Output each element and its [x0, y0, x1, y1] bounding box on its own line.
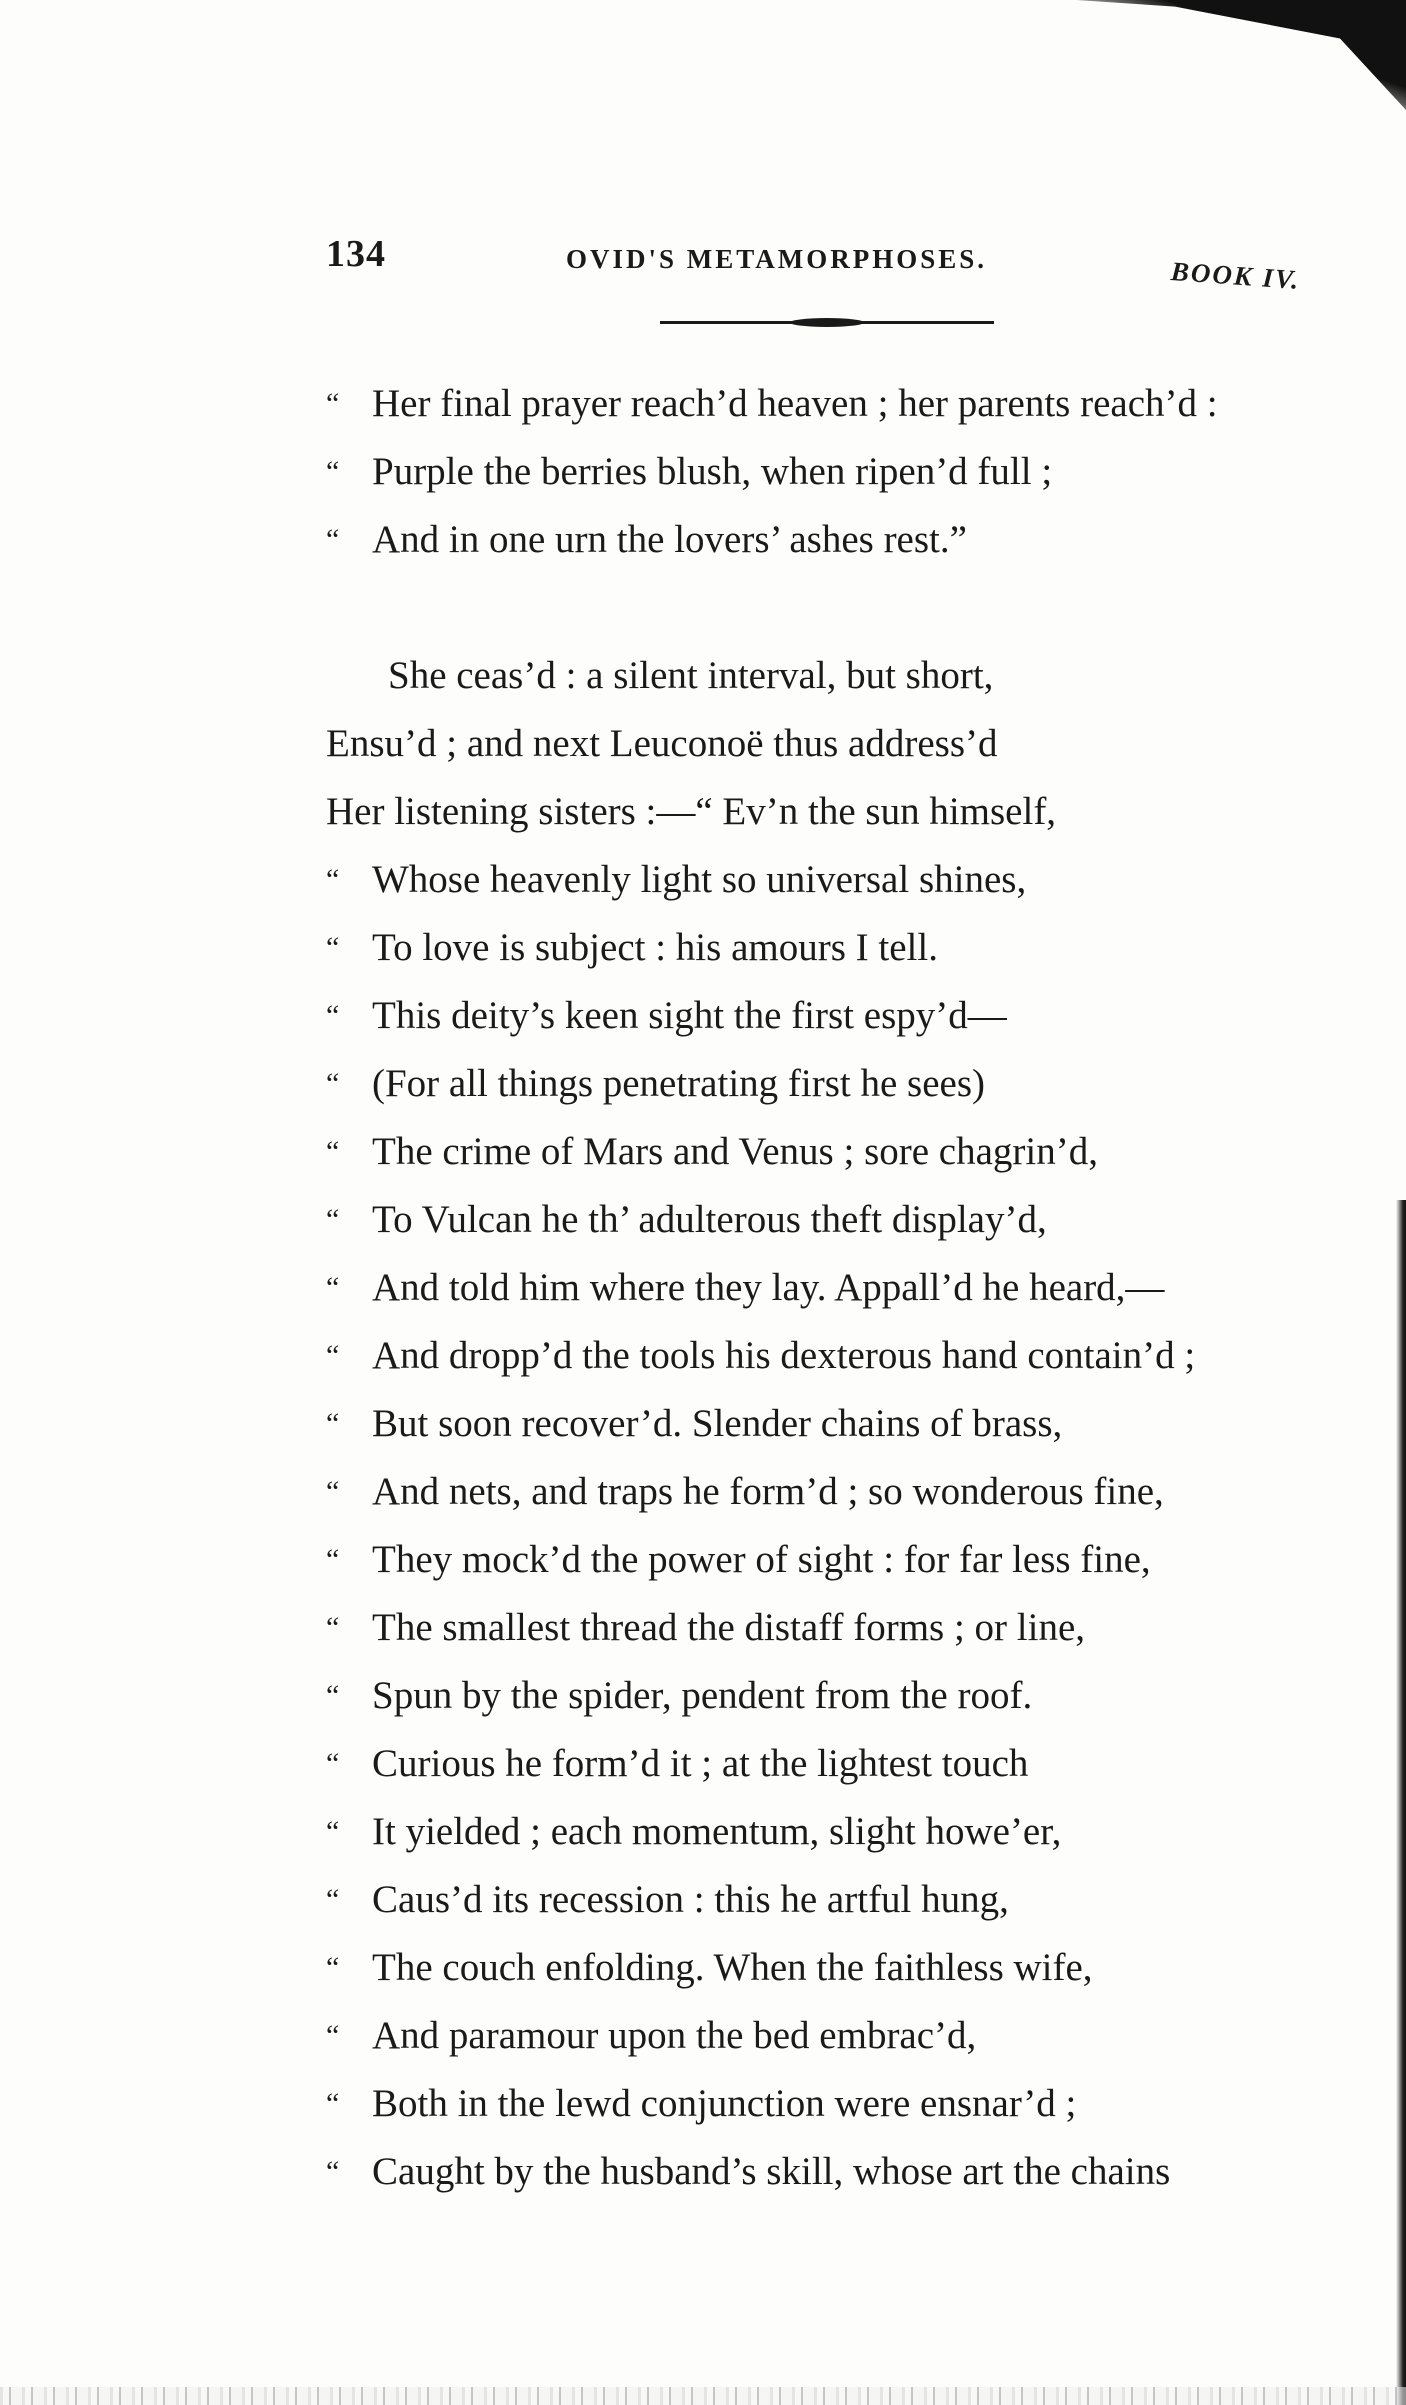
verse-line: [326, 1458, 1336, 1526]
verse-text: And in one urn the lovers’ ashes rest.”: [372, 518, 967, 561]
quote-mark: “: [326, 2087, 340, 2120]
verse-text: Both in the lewd conjunction were ensnar’d ;: [372, 2082, 1077, 2125]
header-rule: [660, 319, 994, 325]
verse-line: [326, 1934, 1336, 2002]
quote-mark: “: [326, 1747, 340, 1780]
verse-line: [326, 1186, 1336, 1254]
verse-text: And dropp’d the tools his dexterous hand contain’d ;: [372, 1334, 1196, 1377]
verse-text: Spun by the spider, pendent from the roof.: [372, 1674, 1033, 1717]
verse-line: [326, 1526, 1336, 1594]
verse-text: And nets, and traps he form’d ; so wonderous fine,: [372, 1470, 1164, 1513]
verse-line: Her listening sisters :—“ Ev’n the sun himself,: [326, 790, 1057, 833]
quote-mark: “: [326, 455, 340, 488]
stanza-break: [326, 574, 1336, 642]
quote-mark: “: [326, 999, 340, 1032]
poem-text: [326, 370, 1336, 2206]
quote-mark: “: [326, 1475, 340, 1508]
quote-mark: “: [326, 1951, 340, 1984]
quote-mark: “: [326, 1543, 340, 1576]
verse-text: Whose heavenly light so universal shines,: [372, 858, 1027, 901]
quote-mark: “: [326, 2155, 340, 2188]
verse-line: [326, 982, 1336, 1050]
quote-mark: “: [326, 2019, 340, 2052]
verse-line: She ceas’d : a silent interval, but short,: [388, 654, 994, 697]
verse-line: Ensu’d ; and next Leuconoë thus address’d: [326, 722, 998, 765]
verse-line: [326, 506, 1336, 574]
quote-mark: “: [326, 1679, 340, 1712]
verse-text: Purple the berries blush, when ripen’d full ;: [372, 450, 1053, 493]
verse-line: [326, 1798, 1336, 1866]
quote-mark: “: [326, 1067, 340, 1100]
verse-line: [326, 1730, 1336, 1798]
quote-mark: “: [326, 1203, 340, 1236]
quote-mark: “: [326, 1407, 340, 1440]
verse-line: [326, 1390, 1336, 1458]
quote-mark: “: [326, 1815, 340, 1848]
verse-line: [326, 2070, 1336, 2138]
quote-mark: “: [326, 523, 340, 556]
verse-line: [326, 1118, 1336, 1186]
quote-mark: “: [326, 1611, 340, 1644]
quote-mark: “: [326, 1271, 340, 1304]
quote-mark: “: [326, 931, 340, 964]
running-header: [326, 232, 1326, 296]
verse-text: Caught by the husband’s skill, whose art the chains: [372, 2150, 1171, 2193]
verse-text: Curious he form’d it ; at the lightest touch: [372, 1742, 1029, 1785]
verse-text: The couch enfolding. When the faithless wife,: [372, 1946, 1093, 1989]
verse-text: And told him where they lay. Appall’d he heard,—: [372, 1266, 1165, 1309]
running-title: OVID'S METAMORPHOSES.: [566, 244, 988, 274]
verse-text: The crime of Mars and Venus ; sore chagrin’d,: [372, 1130, 1098, 1173]
verse-line: [326, 914, 1336, 982]
page-bottom-edge: [0, 2387, 1406, 2405]
quote-mark: “: [326, 1883, 340, 1916]
verse-line: [326, 438, 1336, 506]
quote-mark: “: [326, 1135, 340, 1168]
verse-text: And paramour upon the bed embrac’d,: [372, 2014, 977, 2057]
verse-text: (For all things penetrating first he sees): [372, 1062, 986, 1105]
verse-text: To love is subject : his amours I tell.: [372, 926, 938, 969]
verse-line: [326, 2138, 1336, 2206]
verse-text: It yielded ; each momentum, slight howe’er,: [372, 1810, 1062, 1853]
verse-line: [326, 1050, 1336, 1118]
verse-text: But soon recover’d. Slender chains of brass,: [372, 1402, 1063, 1445]
verse-text: Her final prayer reach’d heaven ; her parents reach’d :: [372, 382, 1218, 425]
verse-line: [326, 370, 1336, 438]
book-label: BOOK IV.: [1169, 256, 1302, 296]
verse-text: Caus’d its recession : this he artful hung,: [372, 1878, 1009, 1921]
quote-mark: “: [326, 1339, 340, 1372]
verse-line: [326, 846, 1336, 914]
verse-line: [326, 2002, 1336, 2070]
verse-line: [326, 1662, 1336, 1730]
page-number: 134: [326, 233, 386, 275]
verse-text: This deity’s keen sight the first espy’d—: [372, 994, 1007, 1037]
verse-text: The smallest thread the distaff forms ; or line,: [372, 1606, 1086, 1649]
page-edge-shadow: [1396, 1200, 1406, 2405]
verse-line: [326, 1322, 1336, 1390]
quote-mark: “: [326, 387, 340, 420]
verse-line: [326, 1866, 1336, 1934]
page-corner-shadow: [1076, 0, 1406, 110]
verse-text: They mock’d the power of sight : for far less fine,: [372, 1538, 1151, 1581]
verse-line: [326, 1594, 1336, 1662]
quote-mark: “: [326, 863, 340, 896]
header-rule-ornament: [790, 318, 864, 327]
verse-text: To Vulcan he th’ adulterous theft display’d,: [372, 1198, 1047, 1241]
verse-line: [326, 1254, 1336, 1322]
